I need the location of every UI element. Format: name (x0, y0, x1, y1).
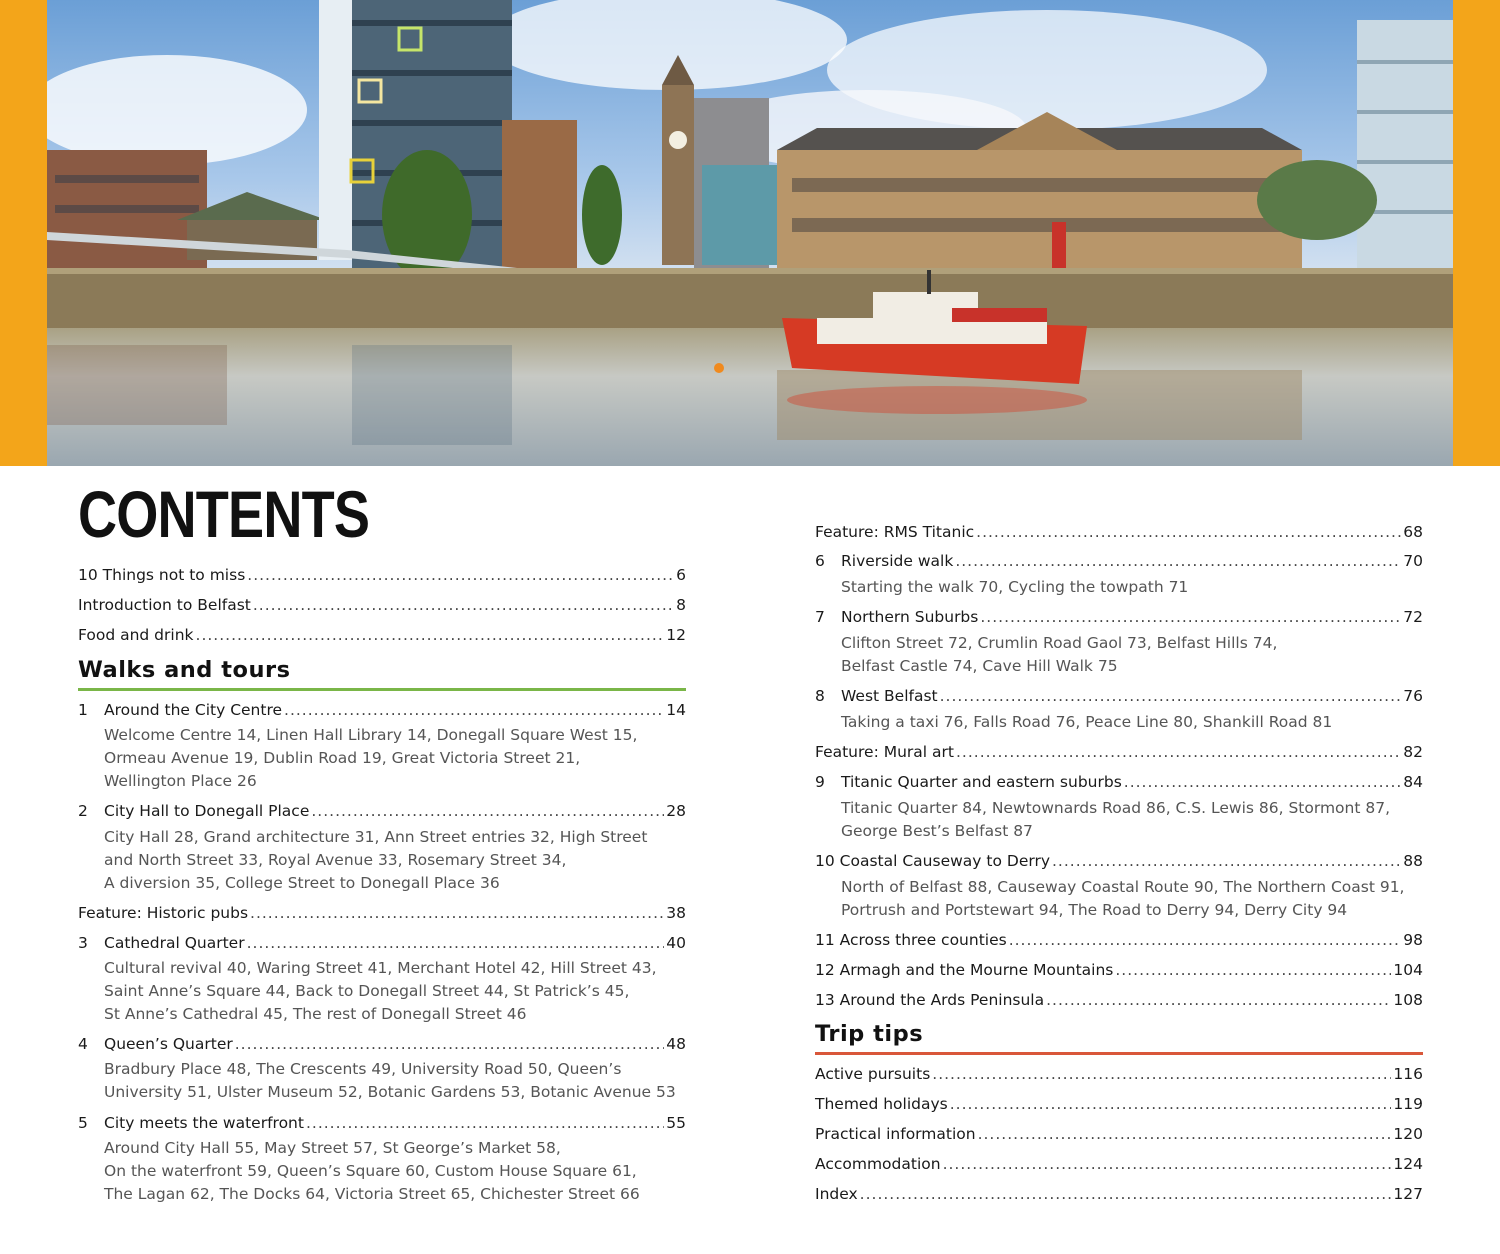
toc-entry-title: Across three counties (839, 931, 1007, 949)
toc-entry-number: 5 (78, 1114, 88, 1132)
toc-row[interactable] (815, 1093, 1423, 1115)
leader-dots (1124, 771, 1401, 793)
leader-dots (943, 1153, 1392, 1175)
toc-entry-number: 6 (815, 552, 825, 570)
leader-dots (860, 1183, 1392, 1205)
toc-entry[interactable] (815, 685, 1423, 707)
toc-entry-subtopics (841, 576, 1421, 599)
leader-dots (1009, 929, 1402, 951)
leader-dots (978, 1123, 1392, 1145)
toc-entry-number: 11 (815, 931, 835, 949)
subtopic-line: Clifton Street 72, Crumlin Road Gaol 73, Belfast Hills 74, (841, 634, 1278, 652)
toc-entry-label: Queen’s Quarter (104, 1035, 233, 1053)
subtopic-line: Titanic Quarter 84, Newtownards Road 86, C.S. Lewis 86, Stormont 87, (841, 799, 1391, 817)
toc-row-label: Themed holidays (815, 1095, 948, 1113)
tree (582, 165, 622, 265)
leader-dots (1046, 989, 1391, 1011)
toc-page-number: 82 (1403, 743, 1423, 761)
subtopic-line: Around City Hall 55, May Street 57, St George’s Market 58, (104, 1139, 561, 1157)
quay-top (47, 268, 1453, 274)
toc-page-number: 48 (666, 1035, 686, 1053)
subtopic-line: and North Street 33, Royal Avenue 33, Rosemary Street 34, (104, 851, 567, 869)
toc-page-number: 104 (1393, 961, 1423, 979)
leader-dots (247, 564, 674, 586)
glass-tower-band (352, 120, 512, 126)
hero-photo-belfast-waterfront (47, 0, 1453, 466)
right-glass-band (1357, 60, 1453, 64)
subtopic-line: University 51, Ulster Museum 52, Botanic Gardens 53, Botanic Avenue 53 (104, 1083, 676, 1101)
toc-entry-label (815, 929, 1007, 951)
toc-entry-subtopics (104, 957, 684, 1026)
toc-row-label: Index (815, 1185, 858, 1203)
toc-entry-number: 12 (815, 961, 835, 979)
toc-page-number: 88 (1403, 852, 1423, 870)
clock-face (669, 131, 687, 149)
custom-house (777, 150, 1302, 270)
toc-entry-label: West Belfast (841, 687, 938, 705)
right-glass-band (1357, 160, 1453, 164)
toc-page-number: 76 (1403, 687, 1423, 705)
toc-entry-number: 1 (78, 701, 88, 719)
toc-page-number: 98 (1403, 931, 1423, 949)
building (47, 150, 207, 280)
leader-dots (940, 685, 1402, 707)
subtopic-line: Portrush and Portstewart 94, The Road to Derry 94, Derry City 94 (841, 901, 1348, 919)
obel-tower (319, 0, 353, 260)
toc-entry[interactable] (78, 902, 686, 924)
toc-entry[interactable] (815, 741, 1423, 763)
toc-page-number: 119 (1393, 1095, 1423, 1113)
leader-dots (980, 606, 1401, 628)
toc-page-number: 6 (676, 566, 686, 584)
toc-entry-subtopics (841, 711, 1421, 734)
toc-row-label: Food and drink (78, 626, 194, 644)
toc-page-number: 12 (666, 626, 686, 644)
quay-wall (47, 270, 1453, 328)
toc-entry-label: Northern Suburbs (841, 608, 979, 626)
buoy (714, 363, 724, 373)
subtopic-line: On the waterfront 59, Queen’s Square 60, Custom House Square 61, (104, 1162, 637, 1180)
toc-page-number: 72 (1403, 608, 1423, 626)
toc-entry-label: Riverside walk (841, 552, 954, 570)
subtopic-line: Ormeau Avenue 19, Dublin Road 19, Great Victoria Street 21, (104, 749, 581, 767)
page-title: CONTENTS (78, 477, 370, 551)
leader-dots (932, 1063, 1391, 1085)
toc-row-label: Accommodation (815, 1155, 941, 1173)
toc-entry-subtopics (104, 1137, 684, 1206)
toc-page-number: 124 (1393, 1155, 1423, 1173)
toc-row-label: 10 Things not to miss (78, 566, 246, 584)
toc-page-number: 14 (666, 701, 686, 719)
red-lightship-marker (1052, 222, 1066, 270)
toc-page-number: 38 (666, 904, 686, 922)
reflection (47, 345, 227, 425)
custom-house-windows (792, 178, 1287, 192)
leader-dots (956, 741, 1401, 763)
subtopic-line: The Lagan 62, The Docks 64, Victoria Street 65, Chichester Street 66 (104, 1185, 640, 1203)
boat-wheelhouse (952, 308, 1047, 322)
toc-entry-subtopics (841, 797, 1421, 843)
toc-row[interactable] (815, 1063, 1423, 1085)
leader-dots (284, 699, 664, 721)
teal-building (702, 165, 782, 265)
building-windows (55, 175, 199, 183)
building (502, 120, 577, 270)
distant-hill (1257, 160, 1377, 240)
hero-banner (0, 0, 1500, 466)
subtopic-line: George Best’s Belfast 87 (841, 822, 1033, 840)
toc-entry[interactable] (815, 550, 1423, 572)
subtopic-line: Bradbury Place 48, The Crescents 49, University Road 50, Queen’s (104, 1060, 622, 1078)
toc-entry[interactable] (815, 850, 1423, 872)
toc-entry[interactable] (78, 1112, 686, 1134)
toc-row[interactable] (78, 594, 686, 616)
subtopic-line: North of Belfast 88, Causeway Coastal Route 90, The Northern Coast 91, (841, 878, 1405, 896)
toc-entry-subtopics (104, 724, 684, 793)
toc-entry-title: Around the Ards Peninsula (839, 991, 1045, 1009)
toc-entry-subtopics (841, 632, 1421, 678)
toc-entry-title: Coastal Causeway to Derry (839, 852, 1050, 870)
walks-divider (78, 688, 686, 691)
toc-entry[interactable] (815, 989, 1423, 1011)
toc-entry-label (815, 850, 1050, 872)
leader-dots (253, 594, 674, 616)
toc-row[interactable] (78, 564, 686, 586)
leader-dots (250, 902, 664, 924)
leader-dots (306, 1112, 664, 1134)
toc-page-number: 70 (1403, 552, 1423, 570)
toc-page-number: 68 (1403, 523, 1423, 541)
toc-entry-title: Armagh and the Mourne Mountains (839, 961, 1114, 979)
waterfront-illustration (47, 0, 1453, 466)
leader-dots (955, 550, 1401, 572)
toc-entry-number: 8 (815, 687, 825, 705)
toc-entry[interactable] (815, 771, 1423, 793)
leader-dots (196, 624, 665, 646)
toc-entry[interactable] (815, 929, 1423, 951)
toc-entry-subtopics (104, 826, 684, 895)
toc-entry-subtopics (104, 1058, 684, 1104)
toc-page-number: 55 (666, 1114, 686, 1132)
toc-page-number: 120 (1393, 1125, 1423, 1143)
subtopic-line: Belfast Castle 74, Cave Hill Walk 75 (841, 657, 1118, 675)
subtopic-line: City Hall 28, Grand architecture 31, Ann Street entries 32, High Street (104, 828, 648, 846)
toc-entry-number: 9 (815, 773, 825, 791)
toc-entry-label: Feature: Mural art (815, 743, 954, 761)
subtopic-line: Wellington Place 26 (104, 772, 257, 790)
toc-entry[interactable] (78, 932, 686, 954)
right-glass-band (1357, 110, 1453, 114)
toc-page-number: 28 (666, 802, 686, 820)
section-heading-trip-tips: Trip tips (815, 1021, 924, 1047)
toc-entry-label: Cathedral Quarter (104, 934, 245, 952)
toc-row[interactable] (815, 1123, 1423, 1145)
toc-page-number: 84 (1403, 773, 1423, 791)
subtopic-line: Cultural revival 40, Waring Street 41, Merchant Hotel 42, Hill Street 43, (104, 959, 657, 977)
custom-house-windows (792, 218, 1287, 232)
toc-entry-number: 4 (78, 1035, 88, 1053)
toc-entry-subtopics (841, 876, 1421, 922)
toc-entry[interactable] (78, 699, 686, 721)
toc-entry-label: Feature: RMS Titanic (815, 523, 975, 541)
leader-dots (247, 932, 665, 954)
toc-entry-number: 7 (815, 608, 825, 626)
toc-entry-label: Around the City Centre (104, 701, 283, 719)
subtopic-line: A diversion 35, College Street to Donegall Place 36 (104, 874, 500, 892)
toc-entry-label: City meets the waterfront (104, 1114, 304, 1132)
toc-entry-number: 2 (78, 802, 88, 820)
toc-entry[interactable] (815, 521, 1423, 543)
toc-page-number: 108 (1393, 991, 1423, 1009)
subtopic-line: Saint Anne’s Square 44, Back to Donegall Street 44, St Patrick’s 45, (104, 982, 630, 1000)
leader-dots (1115, 959, 1391, 981)
toc-entry[interactable] (78, 1033, 686, 1055)
toc-row-label: Practical information (815, 1125, 976, 1143)
toc-page-number: 8 (676, 596, 686, 614)
toc-page-number: 127 (1393, 1185, 1423, 1203)
building-windows (55, 205, 199, 213)
leader-dots (235, 1033, 665, 1055)
toc-entry-number: 3 (78, 934, 88, 952)
toc-entry-label: Titanic Quarter and eastern suburbs (841, 773, 1122, 791)
toc-row[interactable] (815, 1183, 1423, 1205)
toc-entry[interactable] (815, 959, 1423, 981)
toc-entry-label (815, 959, 1113, 981)
subtopic-line: St Anne’s Cathedral 45, The rest of Donegall Street 46 (104, 1005, 527, 1023)
toc-entry[interactable] (815, 606, 1423, 628)
right-glass-building (1357, 20, 1453, 280)
leader-dots (950, 1093, 1392, 1115)
leader-dots (976, 521, 1401, 543)
reflection (352, 345, 512, 445)
toc-entry-label: City Hall to Donegall Place (104, 802, 310, 820)
boat-reflection (787, 386, 1087, 414)
toc-entry-number: 13 (815, 991, 835, 1009)
glass-tower-band (352, 20, 512, 26)
toc-row-label: Introduction to Belfast (78, 596, 251, 614)
trip-tips-divider (815, 1052, 1423, 1055)
subtopic-line: Starting the walk 70, Cycling the towpath 71 (841, 578, 1189, 596)
toc-row[interactable] (78, 624, 686, 646)
subtopic-line: Taking a taxi 76, Falls Road 76, Peace Line 80, Shankill Road 81 (841, 713, 1333, 731)
toc-page-number: 40 (666, 934, 686, 952)
toc-entry-label: Feature: Historic pubs (78, 904, 249, 922)
glass-tower-band (352, 70, 512, 76)
leader-dots (311, 800, 664, 822)
toc-entry[interactable] (78, 800, 686, 822)
leader-dots (1052, 850, 1401, 872)
toc-row[interactable] (815, 1153, 1423, 1175)
boat-mast (927, 270, 931, 294)
albert-clock-tower (662, 85, 694, 265)
subtopic-line: Welcome Centre 14, Linen Hall Library 14, Donegall Square West 15, (104, 726, 638, 744)
toc-entry-label (815, 989, 1044, 1011)
section-heading-walks: Walks and tours (78, 657, 291, 683)
toc-entry-number: 10 (815, 852, 835, 870)
toc-row-label: Active pursuits (815, 1065, 931, 1083)
toc-page-number: 116 (1393, 1065, 1423, 1083)
